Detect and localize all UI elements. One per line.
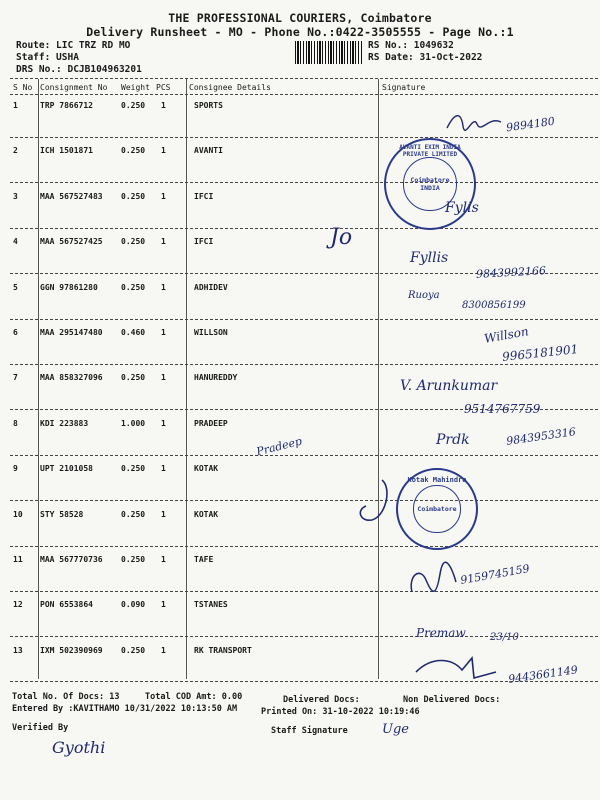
row-divider: [10, 228, 598, 229]
table-row: [0, 510, 600, 524]
row-sno: 9: [13, 464, 18, 473]
handwritten-phone: 9843953316: [505, 425, 577, 448]
row-pcs: 1: [161, 373, 166, 382]
row-sno: 11: [13, 555, 23, 564]
row-consignee: RK TRANSPORT: [194, 646, 252, 655]
row-consignment: MAA 858327096: [40, 373, 103, 382]
handwritten-initial: Fylis: [445, 200, 479, 216]
col-header-pcs: PCS: [156, 83, 171, 92]
row-sno: 12: [13, 600, 23, 609]
printed-on: Printed On: 31-10-2022 10:19:46: [261, 707, 420, 717]
row-consignee: HANUREDDY: [194, 373, 238, 382]
staff-signature: Uge: [382, 722, 409, 737]
row-sno: 6: [13, 328, 18, 337]
row-weight: 0.250: [121, 464, 146, 473]
row-pcs: 1: [161, 283, 166, 292]
row-consignment: UPT 2101058: [40, 464, 93, 473]
col-header-weight: Weight: [121, 83, 150, 92]
row-consignment: ICH 1501871: [40, 146, 93, 155]
row-divider: [10, 500, 598, 501]
row-weight: 0.090: [121, 600, 146, 609]
stamp-inner: Coimbatore INDIA: [403, 157, 456, 210]
stamp-text: AVANTI EXIM INDIA PRIVATE LIMITED: [399, 144, 461, 158]
row-consignee: KOTAK: [194, 464, 219, 473]
col-header-sno: S No: [13, 83, 33, 92]
row-consignment: STY 58528: [40, 510, 84, 519]
row-consignee: IFCI: [194, 192, 214, 201]
signature-scribble: [445, 110, 505, 134]
col-header-signature: Signature: [382, 83, 426, 92]
row-divider: [10, 546, 598, 547]
row-weight: 0.250: [121, 373, 146, 382]
row-consignment: MAA 295147480: [40, 328, 103, 337]
row-pcs: 1: [161, 146, 166, 155]
handwritten-phone: 9159745159: [459, 562, 531, 587]
row-consignee: AVANTI: [194, 146, 223, 155]
company-title: THE PROFESSIONAL COURIERS, Coimbatore: [168, 11, 432, 25]
header-rule: [10, 78, 598, 79]
row-consignment: MAA 567770736: [40, 555, 103, 564]
row-weight: 0.250: [121, 237, 146, 246]
header-bottom-rule: [10, 94, 598, 95]
row-consignment: MAA 567527483: [40, 192, 103, 201]
row-sno: 7: [13, 373, 18, 382]
row-divider: [10, 319, 598, 320]
row-weight: 0.250: [121, 146, 146, 155]
row-divider: [10, 137, 598, 138]
row-weight: 0.250: [121, 510, 146, 519]
row-pcs: 1: [161, 101, 166, 110]
row-consignee: TAFE: [194, 555, 214, 564]
col-header-consignment: Consignment No: [40, 83, 108, 92]
handwritten-phone: 8300856199: [462, 300, 526, 311]
staff-signature-label: Staff Signature: [271, 726, 348, 736]
row-divider: [10, 591, 598, 592]
drs-number: DRS No.: DCJB104963201: [16, 64, 142, 75]
row-consignment: KDI 223883: [40, 419, 89, 428]
table-row: [0, 419, 600, 433]
handwritten-name: Premaw: [416, 626, 466, 640]
row-consignment: MAA 567527425: [40, 237, 103, 246]
col-header-consignee: Consignee Details: [189, 83, 271, 92]
row-divider: [10, 455, 598, 456]
total-docs: Total No. Of Docs: 13: [12, 692, 120, 702]
table-row: [0, 283, 600, 297]
row-sno: 4: [13, 237, 18, 246]
entered-by: Entered By :KAVITHAMO 10/31/2022 10:13:50 AM: [12, 704, 238, 714]
runsheet-title: Delivery Runsheet - MO - Phone No.:0422-3505555 - Page No.:1: [86, 25, 514, 39]
row-pcs: 1: [161, 464, 166, 473]
row-consignee: SPORTS: [194, 101, 223, 110]
table-row: [0, 464, 600, 478]
row-consignee: PRADEEP: [194, 419, 228, 428]
rs-number: RS No.: 1049632: [368, 40, 454, 51]
table-row: [0, 373, 600, 387]
handwritten-note: Pradeep: [255, 434, 304, 459]
delivered-docs: Delivered Docs:: [283, 695, 360, 705]
table-row: [0, 600, 600, 614]
row-sno: 10: [13, 510, 23, 519]
signature-scribble: [406, 562, 462, 602]
stamp-inner: Coimbatore: [413, 485, 460, 532]
row-divider: [10, 364, 598, 365]
row-sno: 3: [13, 192, 18, 201]
handwritten-initial: Jo: [330, 225, 353, 250]
handwritten-note: 23/10: [490, 632, 519, 643]
row-weight: 1.000: [121, 419, 146, 428]
table-row: [0, 237, 600, 251]
row-divider: [10, 182, 598, 183]
handwritten-name: Ruoya: [408, 290, 440, 301]
row-consignee: KOTAK: [194, 510, 219, 519]
handwritten-phone: 9965181901: [501, 342, 579, 364]
row-consignment: IXM 502390969: [40, 646, 103, 655]
non-delivered-docs: Non Delivered Docs:: [403, 695, 501, 705]
row-pcs: 1: [161, 328, 166, 337]
table-row: [0, 146, 600, 160]
table-row: [0, 101, 600, 115]
row-pcs: 1: [161, 555, 166, 564]
row-pcs: 1: [161, 419, 166, 428]
row-weight: 0.250: [121, 283, 146, 292]
company-stamp: [384, 138, 476, 230]
row-weight: 0.460: [121, 328, 146, 337]
barcode: [295, 41, 363, 64]
handwritten-name: V. Arunkumar: [400, 378, 498, 394]
row-sno: 13: [13, 646, 23, 655]
table-row: [0, 646, 600, 660]
row-weight: 0.250: [121, 555, 146, 564]
row-pcs: 1: [161, 192, 166, 201]
row-consignee: ADHIDEV: [194, 283, 228, 292]
stamp-text: Kotak Mahindra: [407, 476, 467, 484]
handwritten-phone: 9894180: [505, 114, 556, 135]
row-weight: 0.250: [121, 646, 146, 655]
row-sno: 1: [13, 101, 18, 110]
row-consignee: WILLSON: [194, 328, 228, 337]
row-consignee: IFCI: [194, 237, 214, 246]
row-pcs: 1: [161, 646, 166, 655]
row-weight: 0.250: [121, 101, 146, 110]
rs-date: RS Date: 31-Oct-2022: [368, 52, 483, 63]
row-pcs: 1: [161, 510, 166, 519]
signature-scribble: [412, 652, 502, 682]
verified-by: Verified By: [12, 723, 69, 733]
staff-label: Staff: USHA: [16, 52, 79, 63]
row-consignment: GGN 97861280: [40, 283, 98, 292]
bank-stamp: [396, 468, 478, 550]
route-label: Route: LIC TRZ RD MO: [16, 40, 131, 51]
handwritten-name: Fyllis: [410, 250, 449, 266]
row-pcs: 1: [161, 237, 166, 246]
row-consignment: PON 6553864: [40, 600, 93, 609]
table-row: [0, 192, 600, 206]
row-consignment: TRP 7866712: [40, 101, 93, 110]
row-consignee: TSTANES: [194, 600, 228, 609]
row-sno: 8: [13, 419, 18, 428]
verified-signature: Gyothi: [52, 738, 106, 757]
row-pcs: 1: [161, 600, 166, 609]
handwritten-phone: 9443661149: [507, 663, 579, 686]
handwritten-name: Willson: [483, 324, 530, 346]
row-sno: 2: [13, 146, 18, 155]
handwritten-phone: 9514767759: [464, 402, 541, 416]
handwritten-name: Prdk: [436, 432, 470, 448]
total-cod: Total COD Amt: 0.00: [145, 692, 243, 702]
row-weight: 0.250: [121, 192, 146, 201]
handwritten-phone: 9843992166: [475, 264, 547, 281]
row-sno: 5: [13, 283, 18, 292]
